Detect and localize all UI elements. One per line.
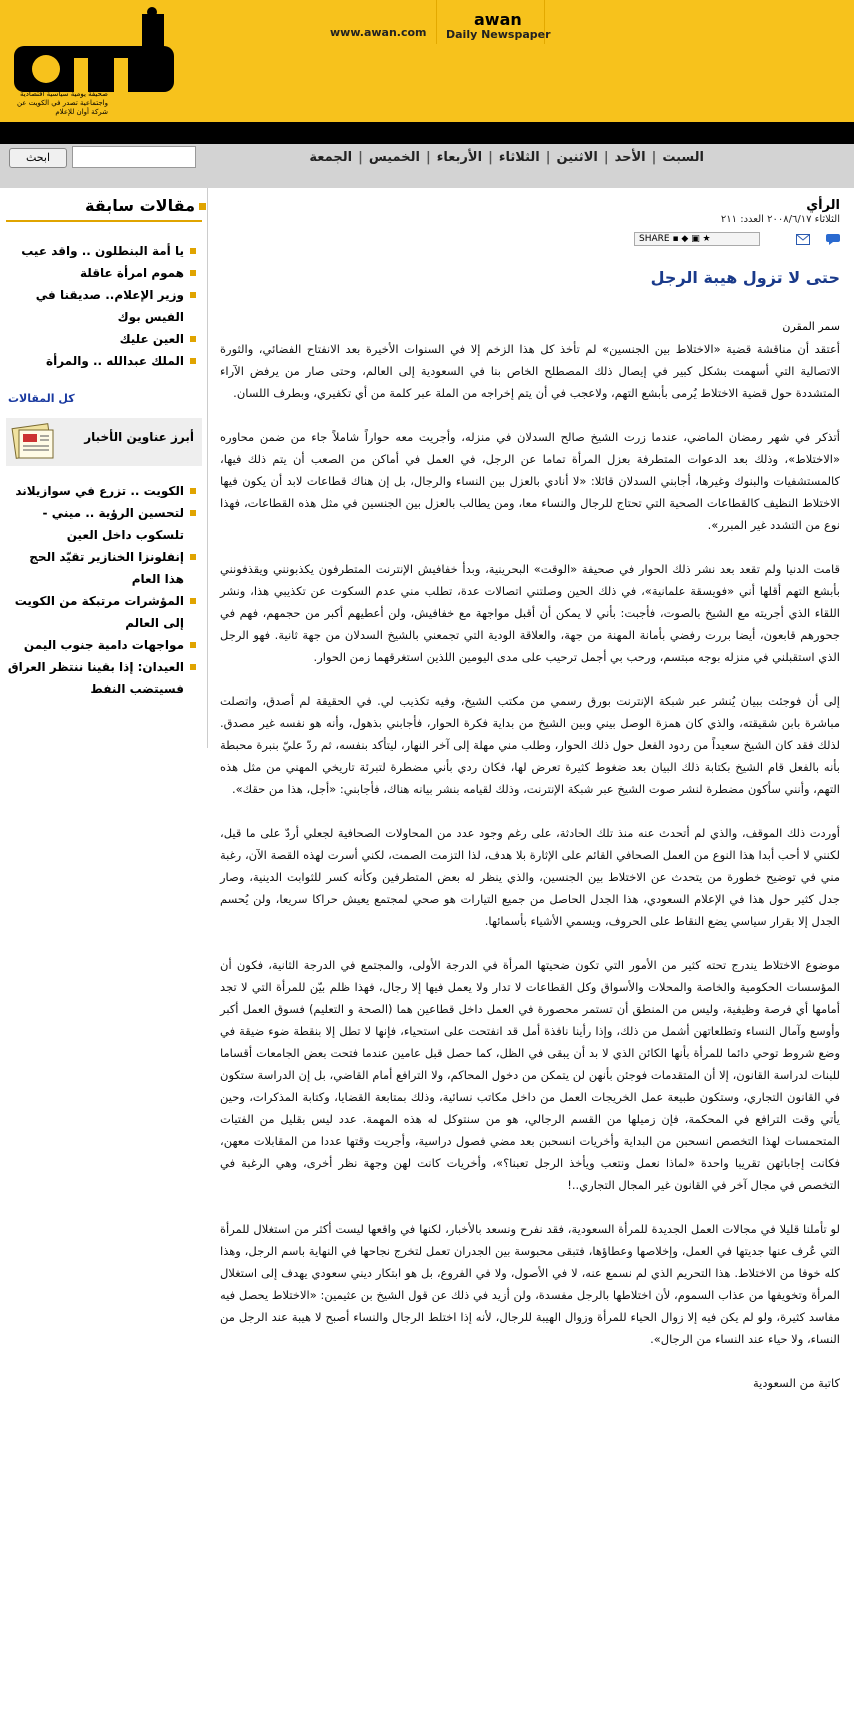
nav-day-thursday[interactable]: الخميس [368, 150, 420, 165]
news-headline-link[interactable]: المؤشرات مرتبكة من الكويت إلى العالم [6, 590, 196, 634]
nav-separator: | [603, 150, 609, 165]
search-input[interactable] [72, 146, 196, 168]
section-label: الرأي [806, 198, 840, 213]
search-button[interactable]: ابحث [9, 148, 67, 168]
previous-article-link[interactable]: هموم امرأة عاقلة [6, 262, 196, 284]
previous-articles-heading: مقالات سابقة [6, 196, 206, 220]
article-title: حتى لا تزول هيبة الرجل [650, 268, 840, 287]
news-headline-link[interactable]: لتحسين الرؤية .. ميني - تلسكوب داخل العين [6, 502, 196, 546]
news-headline-link[interactable]: إنفلونزا الخنازير تقيّد الحج هذا العام [6, 546, 196, 590]
email-icon[interactable] [796, 234, 810, 245]
nav-day-sunday[interactable]: الأحد [614, 150, 646, 165]
nav-day-tuesday[interactable]: الثلاثاء [498, 150, 540, 165]
weekday-nav [309, 150, 710, 170]
nav-day-friday[interactable]: الجمعة [309, 150, 353, 165]
author-signature: كاتبة من السعودية [753, 1376, 840, 1390]
news-headline-link[interactable]: مواجهات دامية جنوب اليمن [6, 634, 196, 656]
article-paragraph: أعتقد أن مناقشة قضية «الاختلاط بين الجنسين» لم تأخذ كل هذا الزخم إلا في السنوات الأخيرة بعد الانفتاح الفضائي، والثورة الاتصالية التي أسهمت بشكل كبير في إيصال ذلك المصطلح الخاص بنا في السعودية إلى العالم، وحتى صار من يرفض الآراء المتشددة حول قضية الاختلاط يُرمى بأبشع التهم، ولاعجب في أن يتم إخراجه من الملة عبر كلمة من أي تكفيري، وبطرف اللسان. [220, 342, 840, 400]
brand-name: awan [474, 10, 522, 29]
share-services-icon: ▪ ◆ ▣ ★ [672, 234, 711, 244]
brand-subtitle: Daily Newspaper [446, 28, 551, 41]
article-paragraph: إلى أن فوجئت ببيان يُنشر عبر شبكة الإنترنت بورق رسمي من مكتب الشيخ، وفيه تكذيب لي. في الحقيقة لم أصدق، واتصلت مباشرة بابن شقيقته، والذي كان همزة الوصل بيني وبين الشيخ من بداية فكرة الحوار، فأجابني بذهول، وأنه هو نفسه غير مصدق. لذلك فقد كان الشيخ سعيداً من ردود الفعل حول ذلك الحوار، وطلب مني مهلة إلى آخر النهار، ليتأكد بنفسه، ثم ردّ عليّ بنبرة محبطة بأنه بالفعل قام الشيخ بكتابة ذلك البيان بعد ضغوط كثيرة تعرض لها، فكان ردي بأني مضطرة لتبرئة تاريخي المهني من مثل هذه التهم، وأنني سأكون مضطرة لنشر صوت الشيخ عبر شبكة الإنترنت، وذلك لقيامه بنشر بيانه هناك، فأجابني: «أجل، هذا من حقك». [220, 694, 840, 796]
news-headlines-list [6, 480, 196, 700]
previous-article-link[interactable]: الملك عبدالله .. والمرأة [6, 350, 196, 372]
nav-separator: | [651, 150, 657, 165]
nav-separator: | [425, 150, 431, 165]
nav-separator: | [358, 150, 363, 165]
article-paragraph: أوردت ذلك الموقف، والذي لم أتحدث عنه منذ تلك الحادثة، على رغم وجود عدد من المحاولات الصحافية لجعلي أردّ على ما قيل، لكنني لا أحب أبدا هذا النوع من العمل الصحافي القائم على الإثارة بلا هدف، لذا التزمت الصمت، لكني أسرت لهذه القصة الآن، رغبة مني في توضيح خطورة من يتحدث عن الاختلاط بين الجنسين، والذي ينظر له بعض المتطرفين وكأنه كسر للثوابت الدينية، وصار جدل كثير حول هذا في الإعلام السعودي، هذا الجدل الحاصل من جميع التيارات هو صحي لمجتمع يعيش حراكا سريعا، ولن يُحسم الجدل إلا بقرار سياسي يضع النقاط على الحروف، ويسمي الأشياء بأسمائها. [220, 826, 840, 928]
comment-icon[interactable] [826, 234, 840, 245]
nav-separator: | [545, 150, 551, 165]
news-headlines-heading: أبرز عناوين الأخبار [84, 430, 194, 444]
article-date-issue: الثلاثاء ٢٠٠٨/٦/١٧ العدد: ٢١١ [720, 214, 840, 225]
news-headline-link[interactable]: الكويت .. تزرع في سوازيلاند [6, 480, 196, 502]
nav-day-saturday[interactable]: السبت [662, 150, 704, 165]
header-divider [436, 0, 437, 44]
news-headline-link[interactable]: العيدان: إذا بقينا ننتظر العراق فسيتضب النفط [6, 656, 196, 700]
previous-article-link[interactable]: العين عليك [6, 328, 196, 350]
logo-tagline: صحيفة يومية سياسية اقتصادية واجتماعية تصدر في الكويت عن شركة أوان للإعلام [16, 90, 108, 116]
nav-day-monday[interactable]: الاثنين [556, 150, 598, 165]
all-articles-link[interactable]: كل المقالات [8, 392, 75, 405]
newspaper-icon [10, 420, 58, 462]
previous-article-link[interactable]: وزير الإعلام.. صديقنا في الفيس بوك [6, 284, 196, 328]
heading-underline [6, 220, 202, 222]
site-url[interactable]: www.awan.com [330, 26, 427, 39]
previous-articles-list [6, 240, 196, 372]
nav-day-wednesday[interactable]: الأربعاء [436, 150, 483, 165]
article-body [220, 338, 840, 1416]
article-paragraph: أتذكر في شهر رمضان الماضي، عندما زرت الشيخ صالح السدلان في منزله، وأجريت معه حواراً شاملاً جاء من ضمن محاوره «الاختلاط»، وذلك بعد الدعوات المتطرفة بعزل المرأة تماما عن الرجل، في العمل في أماكن من الصعب أن يتم ذلك فيها، كالمستشفيات والبنوك وغيرها، أجابني السدلان قائلا: «لا أنادي بالعزل بين النساء والرجال، بل إن هناك قطاعات لابد أن يكون فيها الاختلاط النظيف كالقطاعات الصحية التي تحتاج للرجال والنساء معا، ومن يطالب بالعزل بين الجنسين في مثل هذه القطاعات، فهذا نوع من التشدد غير المبرر». [220, 430, 840, 532]
bullet-square-icon [199, 203, 206, 210]
nav-separator: | [488, 150, 493, 165]
black-divider-bar [0, 122, 854, 144]
share-label: SHARE [639, 234, 670, 244]
article-paragraph: لو تأملنا قليلا في مجالات العمل الجديدة للمرأة السعودية، فقد نفرح ونسعد بالأخبار، لكنها في واقعها ليست أكثر من استغلال للمرأة التي عُرف عنها جديتها في العمل، وإخلاصها وعطاؤها، فتبقى محبوسة بين الجدران تعمل لتخرج نجاحها في النهاية باسم الرجل، وهذا كله خوفا من الاختلاط. هذا التحريم الذي لم نسمع عنه، لا في الأصول، ولا في الفروع، بل هو ابتكار ديني سعودي يهدف إلى استغلال المرأة وتخويفها من عذاب السموم، لأن اختلاطها بالرجل مفسدة، ولن أزيد في ذلك عن قول الشيخ بن عثيمين: «الاختلاط يحصل فيه مفاسد كثيرة، ولو لم يكن فيه إلا زوال الحياء للمرأة وزوال الهيبة للرجال، لأنه إذا اختلط الرجال والنساء أصبح لا هيبة عند الرجل من النساء، ولا حياء عند النساء من الرجال». [220, 1222, 840, 1346]
article-paragraph: موضوع الاختلاط يندرج تحته كثير من الأمور التي تكون ضحيتها المرأة في الدرجة الأولى، والمجتمع في الدرجة الثانية، فكون أن المؤسسات الحكومية والخاصة والمحلات والأسواق وكل القطاعات لا تدار ولا يعمل فيها إلا رجال، فهذا ظلم بيّن للمرأة التي لا تجد أمامها أي فرصة وظيفية، وليس من المنطق أن تستمر محصورة في العمل داخل قطاعين هما (الصحة و التعليم) فسوق العمل أكبر وأوسع وآمال النساء وتطلعاتهن أشمل من ذلك، وإذا رأينا نافذة أمل قد انفتحت على استحياء، فإنها لا تطل إلا بنقطة ضوء ضيقة في وضع شروط توحي دائما للمرأة بأنها الكائن الذي لا بد أن يبقى في الظل، كما حصل قبل عامين عندما فتحت بعض الجامعات أقساما للبنات لدراسة القانون، إلا أن المتقدمات فوجئن بأنهن لن يتمكن من دخول المحاكم، ولا الترافع أمام القاضي، بل إن الدراسة ستكون في القانون التجاري، وستكون طبيعة عمل الخريجات العمل من داخل مكاتب نسائية، وذلك بمتابعة القضايا، وكتابة المذكرات، وحين يأتي وقت الترافع في المحكمة، فإن زميلها من القسم الرجالي، هو من سنتوكل له هذه المهمة. عدد ليس بقليل من الفتيات المتحمسات لهذا التخصص انسحبن من البداية وأخريات انسحبن بعد مضي فصول دراسية، وأجريت وقتها عددا من المقابلات معهن، فكانت إجاباتهن تقريبا واحدة «لماذا نعمل ونتعب ويأخذ الرجل تعبنا؟»، وأخريات كانت لهن وجهة نظر أخرى، وهي الرغبة في التخصص في مجال آخر في القانون غير المجال التجاري..! [220, 958, 840, 1192]
share-button[interactable] [634, 232, 760, 246]
previous-article-link[interactable]: يا أمة البنطلون .. واقد عيب [6, 240, 196, 262]
article-author: سمر المقرن [782, 320, 840, 333]
article-paragraph: قامت الدنيا ولم تقعد بعد نشر ذلك الحوار في صحيفة «الوقت» البحرينية، وبدأ خفافيش الإنترنت المتطرفون يكذبونني ويقذفونني بأبشع التهم أقلها أني «فويسقة علمانية»، في ذلك الحين وصلتني اتصالات عدة، تطلب مني عدم السكوت عن تكذيبي هذا، ونشر اللقاء الذي أجريته مع الشيخ بالصوت، فأجبت: بأني لا يمكن أن أقبل مواجهة مع خفافيش، ولن أعطيهم أكبر من حجمهم، فهم في جحورهم قابعون، أيضا بررت رفضي بأمانة المهنة من جهة، والعلاقة الودية التي تجمعني بالشيخ السدلان من جهة ثانية. فهو الرجل الذي استقبلني في منزله بوجه مبتسم، ورحب بي أجمل ترحيب على مدى اليومين اللذين استغرقهما زمن الحوار. [220, 562, 840, 664]
